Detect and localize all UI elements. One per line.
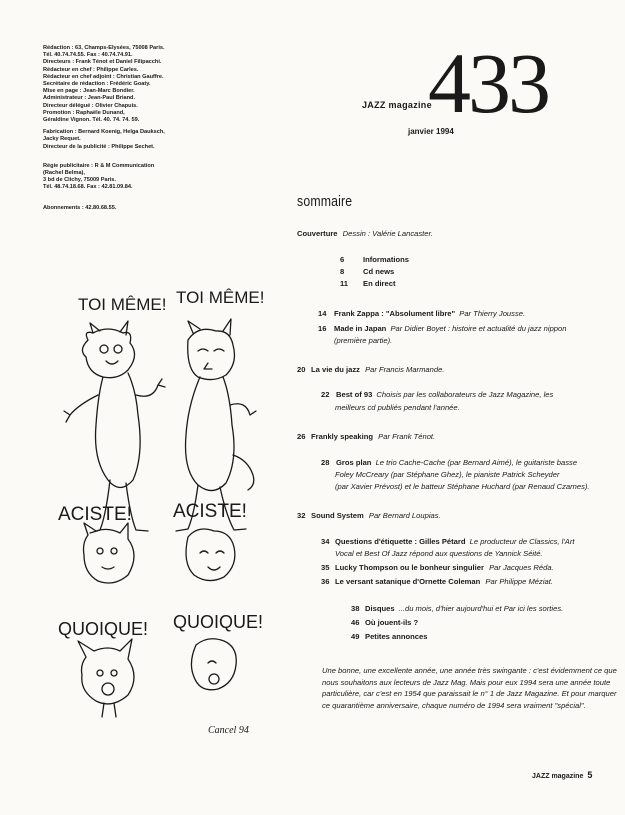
masthead-line: 3 bd de Clichy, 75009 Paris. xyxy=(43,177,116,184)
toc-annonces: 49 Petites annonces xyxy=(351,632,428,641)
page-number: 5 xyxy=(587,770,593,780)
issue-number: 433 xyxy=(428,35,548,131)
toc-japan-cont: (première partie). xyxy=(334,336,393,345)
caption-5: QUOIQUE! xyxy=(58,619,149,639)
caption-2: TOI MÊME! xyxy=(176,288,265,307)
masthead-line: Tél. 40.74.74.55. Fax : 40.74.74.91. xyxy=(43,52,133,59)
masthead-line: Rédaction : 63, Champs-Elysées, 75008 Paris. xyxy=(43,45,165,51)
masthead-line: Fabrication : Bernard Koenig, Helga Dauksch, xyxy=(43,129,165,136)
toc-frankly: 26 Frankly speaking Par Frank Ténot. xyxy=(297,432,436,441)
masthead-line: Directeurs : Frank Ténot et Daniel Filipacchi. xyxy=(43,59,162,66)
masthead-advertising xyxy=(43,163,243,192)
toc-jouent: 46 Où jouent-ils ? xyxy=(351,618,419,627)
toc-gros-plan-cont1: Foley McCreary (par Stéphane Ghez), le pianiste Patrick Scheyder xyxy=(335,470,560,479)
toc-front xyxy=(340,254,409,289)
section-title: sommaire xyxy=(297,193,353,210)
toc-best: 22 Best of 93 Choisis par les collaborateurs de Jazz Magazine, les xyxy=(321,390,554,399)
masthead-line: Directeur de la publicité : Philippe Sechet. xyxy=(43,143,155,150)
masthead-line: Géraldine Vignon. Tél. 40. 74. 74. 59. xyxy=(43,117,140,124)
masthead-line: Promotion : Raphaële Dunand, xyxy=(43,109,125,116)
masthead-line: Directeur délégué : Olivier Chapuis. xyxy=(43,102,138,109)
toc-versant: 36 Le versant satanique d'Ornette Coleman Par Philippe Méziat. xyxy=(321,577,553,586)
toc-questions: 34 Questions d'étiquette : Gilles Pétard Le producteur de Classics, l'Art xyxy=(321,537,575,546)
masthead-line: Mise en page : Jean-Marc Bondier. xyxy=(43,88,135,95)
magazine-name: JAZZ magazine xyxy=(362,100,432,110)
masthead-line: Secrétaire de rédaction : Frédéric Goaty. xyxy=(43,81,151,88)
toc-vie: 20 La vie du jazz Par Francis Marmande. xyxy=(297,365,445,374)
toc-japan: 16 Made in Japan Par Didier Boyet : histoire et actualité du jazz nippon xyxy=(318,324,567,333)
subscriptions: Abonnements : 42.80.68.55. xyxy=(43,204,117,211)
masthead-line: Rédacteur en chef : Philippe Carles. xyxy=(43,66,139,73)
toc-lucky: 35 Lucky Thompson ou le bonheur singulier Par Jacques Réda. xyxy=(321,563,554,572)
toc-zappa: 14 Frank Zappa : "Absolument libre" Par Thierry Jousse. xyxy=(318,309,526,318)
masthead-line: Jacky Requet. xyxy=(43,136,81,143)
toc-gros-plan: 28 Gros plan Le trio Cache-Cache (par Bernard Aimé), le guitariste basse xyxy=(321,458,578,467)
masthead-production xyxy=(43,129,243,151)
toc-sound: 32 Sound System Par Bernard Loupias. xyxy=(297,511,441,520)
issue-date: janvier 1994 xyxy=(408,127,454,136)
cartoon-signature: Cancel 94 xyxy=(208,725,249,736)
masthead-line: (Rachel Belma), xyxy=(43,170,85,177)
toc-best-cont: meilleurs cd publiés pendant l'année. xyxy=(335,403,460,412)
footer-magazine: JAZZ magazine xyxy=(532,773,584,780)
toc-disques: 38 Disques ...du mois, d'hier aujourd'hui et Par ici les sorties. xyxy=(351,604,564,613)
toc-entry: 6 Informations xyxy=(340,255,409,264)
masthead-line: Tél. 48.74.18.68. Fax : 42.81.09.84. xyxy=(43,184,133,191)
toc-entry: 11 En direct xyxy=(340,279,396,288)
caption-6: QUOIQUE! xyxy=(173,612,264,632)
masthead-line: Rédacteur en chef adjoint : Christian Gauffre. xyxy=(43,73,164,80)
toc-questions-cont: Vocal et Best Of Jazz répond aux questions de Yannick Séité. xyxy=(335,549,543,558)
masthead-credits xyxy=(43,45,243,124)
masthead-line: Régie publicitaire : R & M Communication xyxy=(43,162,155,169)
masthead xyxy=(43,45,243,212)
toc-gros-plan-cont2: (par Xavier Prévost) et le batteur Stéphane Huchard (par Renaud Czarnes). xyxy=(335,482,590,491)
cartoon-illustration xyxy=(48,285,288,745)
caption-1: TOI MÊME! xyxy=(78,295,167,314)
editorial-text: Une bonne, une excellente année, une année très swingante : c'est évidemment ce que nous souhaitons aux lecteurs de Jazz Mag. Mais pour eux 1994 sera une année toute particulière, car c'est en 1954 que paraissait le n° 1 de Jazz Magazine. Et pour marquer ce quarantième anniversaire, chaque numéro de 1994 sera vraiment "spécial". xyxy=(322,666,617,710)
page-footer xyxy=(532,770,592,780)
caption-4: ACISTE! xyxy=(173,501,247,522)
masthead-line: Administrateur : Jean-Paul Briand. xyxy=(43,95,136,102)
caption-3: ACISTE! xyxy=(58,504,132,525)
toc-entry: 8 Cd news xyxy=(340,267,395,276)
toc-couverture: Couverture Dessin : Valérie Lancaster. xyxy=(297,229,433,238)
